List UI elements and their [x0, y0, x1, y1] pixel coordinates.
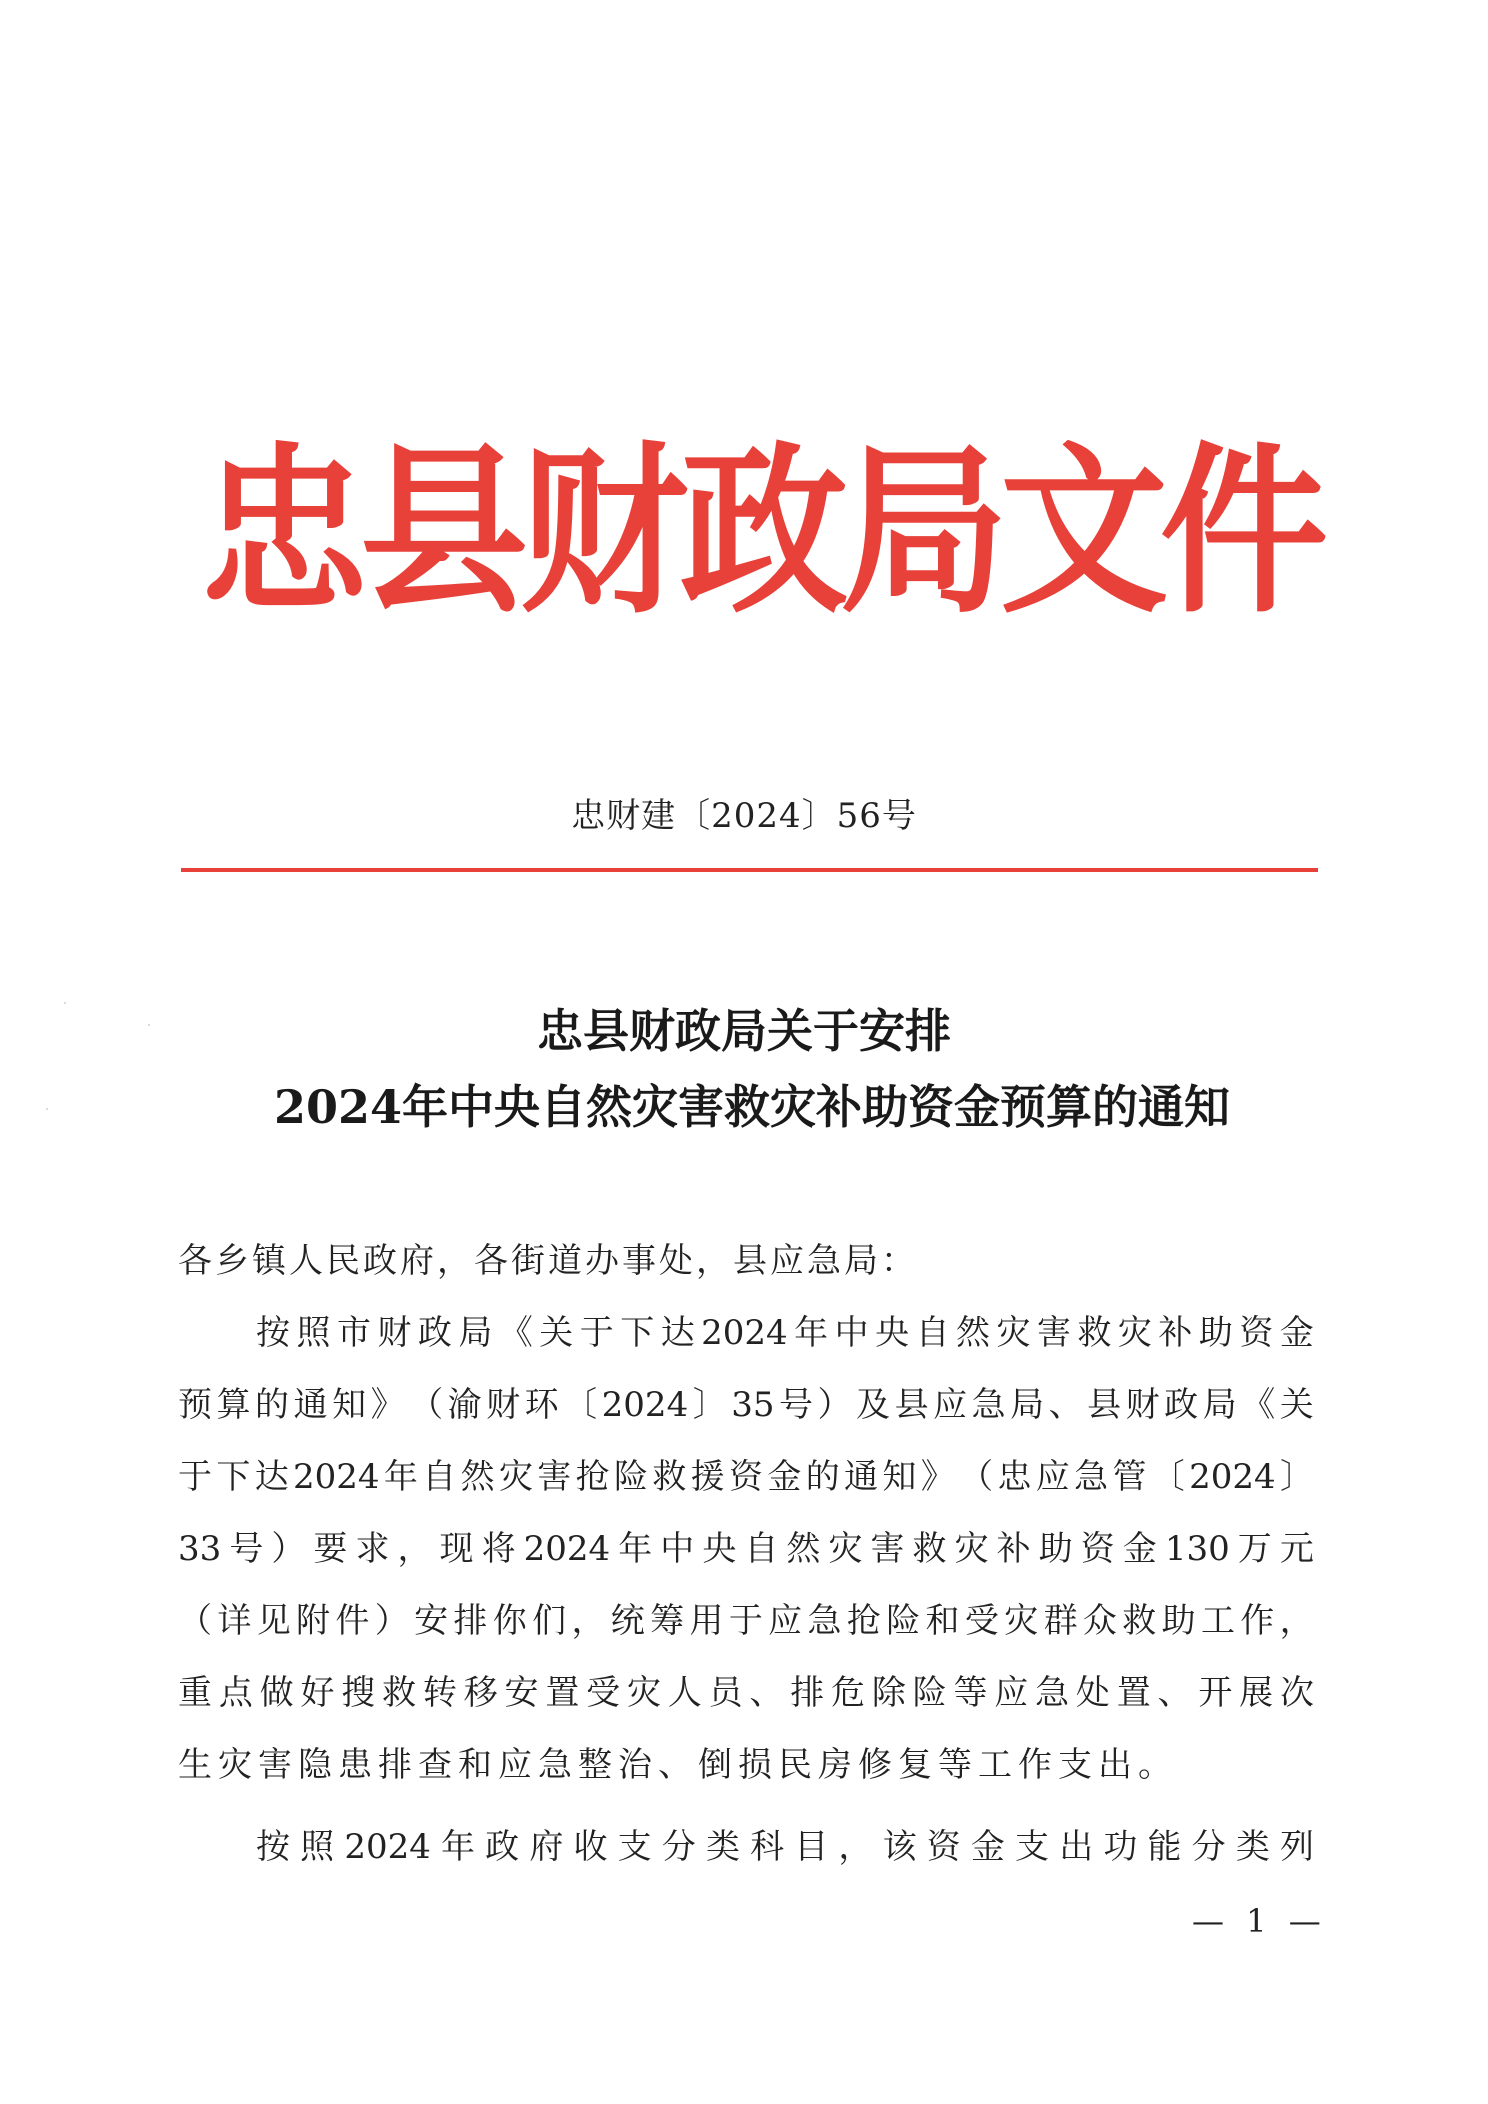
body-glyph: 于 — [728, 1601, 763, 1641]
body-glyph: 、 — [1157, 1673, 1192, 1713]
body-glyph: 除 — [871, 1673, 906, 1713]
body-glyph: 按 — [256, 1827, 290, 1867]
body-line — [178, 1457, 1314, 1497]
body-glyph: 出 — [1059, 1827, 1094, 1867]
body-glyph: 局 — [458, 1313, 493, 1353]
body-glyph: 灾 — [828, 1529, 863, 1569]
body-glyph: 收 — [573, 1827, 608, 1867]
body-glyph: 照 — [300, 1827, 335, 1867]
body-glyph: 按 — [256, 1313, 290, 1353]
body-glyph: 科 — [750, 1827, 785, 1867]
body-glyph: 年 — [383, 1457, 418, 1497]
body-glyph: 害 — [1036, 1313, 1071, 1353]
body-glyph: 号 — [779, 1385, 814, 1425]
body-glyph: 35 — [731, 1385, 775, 1425]
body-glyph: 资 — [1080, 1529, 1115, 1569]
body-glyph: 急 — [1035, 1673, 1070, 1713]
body-glyph: （ — [178, 1601, 212, 1641]
body-glyph: 灾 — [1004, 1601, 1039, 1641]
body-glyph: 达 — [254, 1457, 289, 1497]
body-glyph: ， — [397, 1529, 432, 1569]
body-glyph: 筹 — [650, 1601, 685, 1641]
body-glyph: 害 — [537, 1457, 572, 1497]
body-glyph: 《 — [498, 1313, 533, 1353]
body-glyph: 次 — [1279, 1673, 1314, 1713]
body-glyph: 该 — [882, 1827, 917, 1867]
body-glyph: 市 — [336, 1313, 371, 1353]
body-glyph: 移 — [463, 1673, 498, 1713]
body-glyph: 处 — [1075, 1673, 1110, 1713]
body-glyph: 员 — [708, 1673, 743, 1713]
body-glyph: 、 — [1048, 1385, 1083, 1425]
body-glyph: 开 — [1198, 1673, 1233, 1713]
body-glyph: 渝 — [447, 1385, 482, 1425]
body-glyph: 金 — [1122, 1529, 1157, 1569]
body-glyph: 做 — [259, 1673, 294, 1713]
body-glyph: 照 — [296, 1313, 331, 1353]
body-glyph: 受 — [964, 1601, 999, 1641]
body-glyph: 2024 — [293, 1457, 380, 1497]
body-glyph: 下 — [216, 1457, 251, 1497]
body-glyph: ， — [1279, 1601, 1314, 1641]
body-glyph: 安 — [414, 1601, 449, 1641]
body-glyph: 害 — [870, 1529, 905, 1569]
body-glyph: 通 — [844, 1457, 879, 1497]
body-glyph: 应 — [768, 1601, 803, 1641]
body-glyph: ） — [374, 1601, 409, 1641]
masthead-title — [200, 426, 1328, 638]
body-line — [256, 1313, 1314, 1353]
body-glyph: 好 — [300, 1673, 335, 1713]
body-glyph: 〕 — [692, 1385, 727, 1425]
body-glyph: 转 — [422, 1673, 457, 1713]
body-glyph: 环 — [524, 1385, 559, 1425]
body-glyph: 救 — [1122, 1601, 1157, 1641]
body-glyph: 〕 — [1280, 1457, 1314, 1497]
body-glyph: 于 — [579, 1313, 614, 1353]
body-glyph: 的 — [255, 1385, 290, 1425]
body-glyph: 详 — [217, 1601, 252, 1641]
body-glyph: 搜 — [341, 1673, 376, 1713]
body-glyph: 达 — [660, 1313, 695, 1353]
body-glyph: 险 — [886, 1601, 921, 1641]
body-glyph: 自 — [744, 1529, 779, 1569]
body-glyph: 自 — [915, 1313, 950, 1353]
body-glyph: 群 — [1043, 1601, 1078, 1641]
body-glyph: 中 — [660, 1529, 695, 1569]
body-glyph: 中 — [834, 1313, 869, 1353]
body-glyph: 关 — [1279, 1385, 1314, 1425]
body-glyph: 受 — [586, 1673, 621, 1713]
body-glyph: 急 — [971, 1385, 1006, 1425]
body-glyph: 分 — [1191, 1827, 1226, 1867]
body-glyph: 急 — [807, 1601, 842, 1641]
masthead-char: 件 — [1160, 426, 1328, 638]
masthead-char: 县 — [360, 426, 528, 638]
body-glyph: 33 — [178, 1529, 222, 1569]
body-glyph: 资 — [926, 1827, 961, 1867]
body-glyph: 应 — [994, 1673, 1029, 1713]
body-glyph: （ — [959, 1457, 994, 1497]
body-glyph: 救 — [652, 1457, 687, 1497]
body-glyph: 资 — [1239, 1313, 1274, 1353]
body-glyph: 等 — [953, 1673, 988, 1713]
body-glyph: 应 — [1035, 1457, 1070, 1497]
body-glyph: 财 — [377, 1313, 412, 1353]
body-glyph: 〔 — [563, 1385, 598, 1425]
body-glyph: 然 — [956, 1313, 991, 1353]
body-glyph: 然 — [460, 1457, 495, 1497]
body-glyph: 安 — [504, 1673, 539, 1713]
body-glyph: ， — [571, 1601, 606, 1641]
scan-speck — [64, 1002, 66, 1004]
masthead-char: 忠 — [200, 426, 368, 638]
body-glyph: 、 — [749, 1673, 784, 1713]
body-glyph: 2024 — [523, 1529, 611, 1569]
body-glyph: 预 — [178, 1385, 212, 1425]
body-glyph: 金 — [1279, 1313, 1314, 1353]
body-glyph: 下 — [620, 1313, 655, 1353]
body-glyph: 救 — [1077, 1313, 1112, 1353]
body-glyph: 件 — [335, 1601, 370, 1641]
body-glyph: 排 — [453, 1601, 488, 1641]
body-line — [178, 1529, 1314, 1569]
body-glyph: 金 — [767, 1457, 802, 1497]
page-number: — 1 — — [1192, 1902, 1327, 1940]
body-glyph: 于 — [178, 1457, 212, 1497]
body-glyph: 2024 — [601, 1385, 689, 1425]
masthead-char: 财 — [520, 426, 688, 638]
body-glyph: 元 — [1279, 1529, 1314, 1569]
body-glyph: 要 — [313, 1529, 348, 1569]
body-glyph: 灾 — [996, 1313, 1031, 1353]
body-glyph: 年 — [618, 1529, 653, 1569]
body-glyph: 重 — [178, 1673, 212, 1713]
body-line — [178, 1601, 1314, 1641]
body-glyph: 统 — [610, 1601, 645, 1641]
body-glyph: 们 — [532, 1601, 567, 1641]
body-glyph: 应 — [933, 1385, 968, 1425]
body-glyph: 助 — [1038, 1529, 1073, 1569]
body-glyph: 央 — [875, 1313, 910, 1353]
body-glyph: 支 — [617, 1827, 652, 1867]
body-glyph: 算 — [216, 1385, 251, 1425]
body-glyph: 管 — [1112, 1457, 1147, 1497]
body-glyph: 置 — [1116, 1673, 1151, 1713]
body-glyph: 灾 — [626, 1673, 661, 1713]
body-glyph: 展 — [1239, 1673, 1274, 1713]
body-glyph: 险 — [613, 1457, 648, 1497]
body-glyph: 险 — [912, 1673, 947, 1713]
body-glyph: 2024 — [701, 1313, 788, 1353]
body-glyph: 央 — [702, 1529, 737, 1569]
body-glyph: 2024 — [1189, 1457, 1276, 1497]
body-glyph: 助 — [1198, 1313, 1233, 1353]
body-glyph: 自 — [422, 1457, 457, 1497]
body-glyph: 作 — [1240, 1601, 1275, 1641]
body-glyph: 金 — [970, 1827, 1005, 1867]
body-glyph: 抢 — [846, 1601, 881, 1641]
body-glyph: 县 — [1087, 1385, 1122, 1425]
scan-speck — [148, 1024, 150, 1026]
body-glyph: 排 — [790, 1673, 825, 1713]
body-glyph: ） — [817, 1385, 852, 1425]
masthead-char: 局 — [840, 426, 1008, 638]
body-glyph: 救 — [912, 1529, 947, 1569]
body-line — [178, 1385, 1314, 1425]
body-glyph: 灾 — [498, 1457, 533, 1497]
body-glyph: 人 — [667, 1673, 702, 1713]
body-glyph: 功 — [1103, 1827, 1138, 1867]
body-glyph: 局 — [1202, 1385, 1237, 1425]
document-title-line-1: 忠县财政局关于安排 — [537, 1004, 951, 1058]
body-glyph: 助 — [1161, 1601, 1196, 1641]
body-glyph: 用 — [689, 1601, 724, 1641]
document-number: 忠财建〔2024〕56号 — [571, 796, 917, 836]
body-glyph: 工 — [1200, 1601, 1235, 1641]
body-glyph: 府 — [529, 1827, 564, 1867]
body-glyph: 现 — [439, 1529, 474, 1569]
body-glyph: 》 — [370, 1385, 405, 1425]
body-glyph: 类 — [1235, 1827, 1270, 1867]
body-glyph: 130 — [1164, 1529, 1230, 1569]
body-line — [256, 1827, 1314, 1867]
body-glyph: 灾 — [1117, 1313, 1152, 1353]
body-glyph: 知 — [332, 1385, 367, 1425]
body-glyph: 忠 — [997, 1457, 1032, 1497]
body-glyph: 灾 — [954, 1529, 989, 1569]
body-glyph: 目 — [794, 1827, 829, 1867]
body-glyph: 2024 — [344, 1827, 431, 1867]
body-glyph: ） — [271, 1529, 306, 1569]
body-glyph: 类 — [705, 1827, 740, 1867]
body-glyph: 支 — [1015, 1827, 1050, 1867]
body-glyph: 能 — [1147, 1827, 1182, 1867]
body-glyph: 众 — [1082, 1601, 1117, 1641]
scan-speck — [46, 1108, 48, 1110]
body-glyph: 置 — [545, 1673, 580, 1713]
body-glyph: 财 — [1125, 1385, 1160, 1425]
body-glyph: 和 — [925, 1601, 960, 1641]
body-glyph: 资 — [729, 1457, 763, 1497]
body-glyph: 列 — [1279, 1827, 1314, 1867]
body-glyph: 求 — [355, 1529, 390, 1569]
body-glyph: 县 — [894, 1385, 929, 1425]
body-glyph: 及 — [856, 1385, 891, 1425]
body-glyph: 年 — [794, 1313, 829, 1353]
body-glyph: 然 — [786, 1529, 821, 1569]
body-glyph: 见 — [256, 1601, 291, 1641]
body-glyph: 的 — [805, 1457, 840, 1497]
body-glyph: 号 — [229, 1529, 264, 1569]
body-line — [178, 1673, 1314, 1713]
document-title-line-2: 2024年中央自然灾害救灾补助资金预算的通知 — [273, 1080, 1231, 1134]
body-glyph: 通 — [293, 1385, 328, 1425]
body-glyph: 援 — [690, 1457, 725, 1497]
body-glyph: 抢 — [575, 1457, 610, 1497]
body-glyph: 点 — [218, 1673, 253, 1713]
body-glyph: 将 — [481, 1529, 516, 1569]
body-glyph: 补 — [996, 1529, 1031, 1569]
body-glyph: 知 — [882, 1457, 917, 1497]
body-glyph: ， — [838, 1827, 873, 1867]
body-glyph: 〔 — [1150, 1457, 1185, 1497]
body-glyph: 》 — [920, 1457, 955, 1497]
body-glyph: （ — [409, 1385, 444, 1425]
body-glyph: 年 — [441, 1827, 475, 1867]
body-glyph: 补 — [1158, 1313, 1193, 1353]
body-glyph: 分 — [661, 1827, 696, 1867]
salutation: 各乡镇人民政府，各街道办事处，县应急局： — [178, 1241, 918, 1281]
body-glyph: 财 — [486, 1385, 521, 1425]
masthead-char: 文 — [1000, 426, 1168, 638]
body-glyph: 关 — [539, 1313, 574, 1353]
red-separator-line — [181, 868, 1318, 872]
body-glyph: 附 — [296, 1601, 331, 1641]
body-glyph: 政 — [417, 1313, 452, 1353]
body-glyph: 你 — [492, 1601, 527, 1641]
body-line: 生灾害隐患排查和应急整治、倒损民房修复等工作支出。 — [178, 1745, 1178, 1785]
body-glyph: 万 — [1237, 1529, 1272, 1569]
body-glyph: 政 — [1164, 1385, 1199, 1425]
body-glyph: 救 — [382, 1673, 417, 1713]
body-glyph: 政 — [485, 1827, 520, 1867]
masthead-char: 政 — [680, 426, 848, 638]
body-glyph: 危 — [831, 1673, 865, 1713]
body-glyph: 局 — [1010, 1385, 1045, 1425]
body-glyph: 《 — [1241, 1385, 1276, 1425]
body-glyph: 急 — [1074, 1457, 1109, 1497]
